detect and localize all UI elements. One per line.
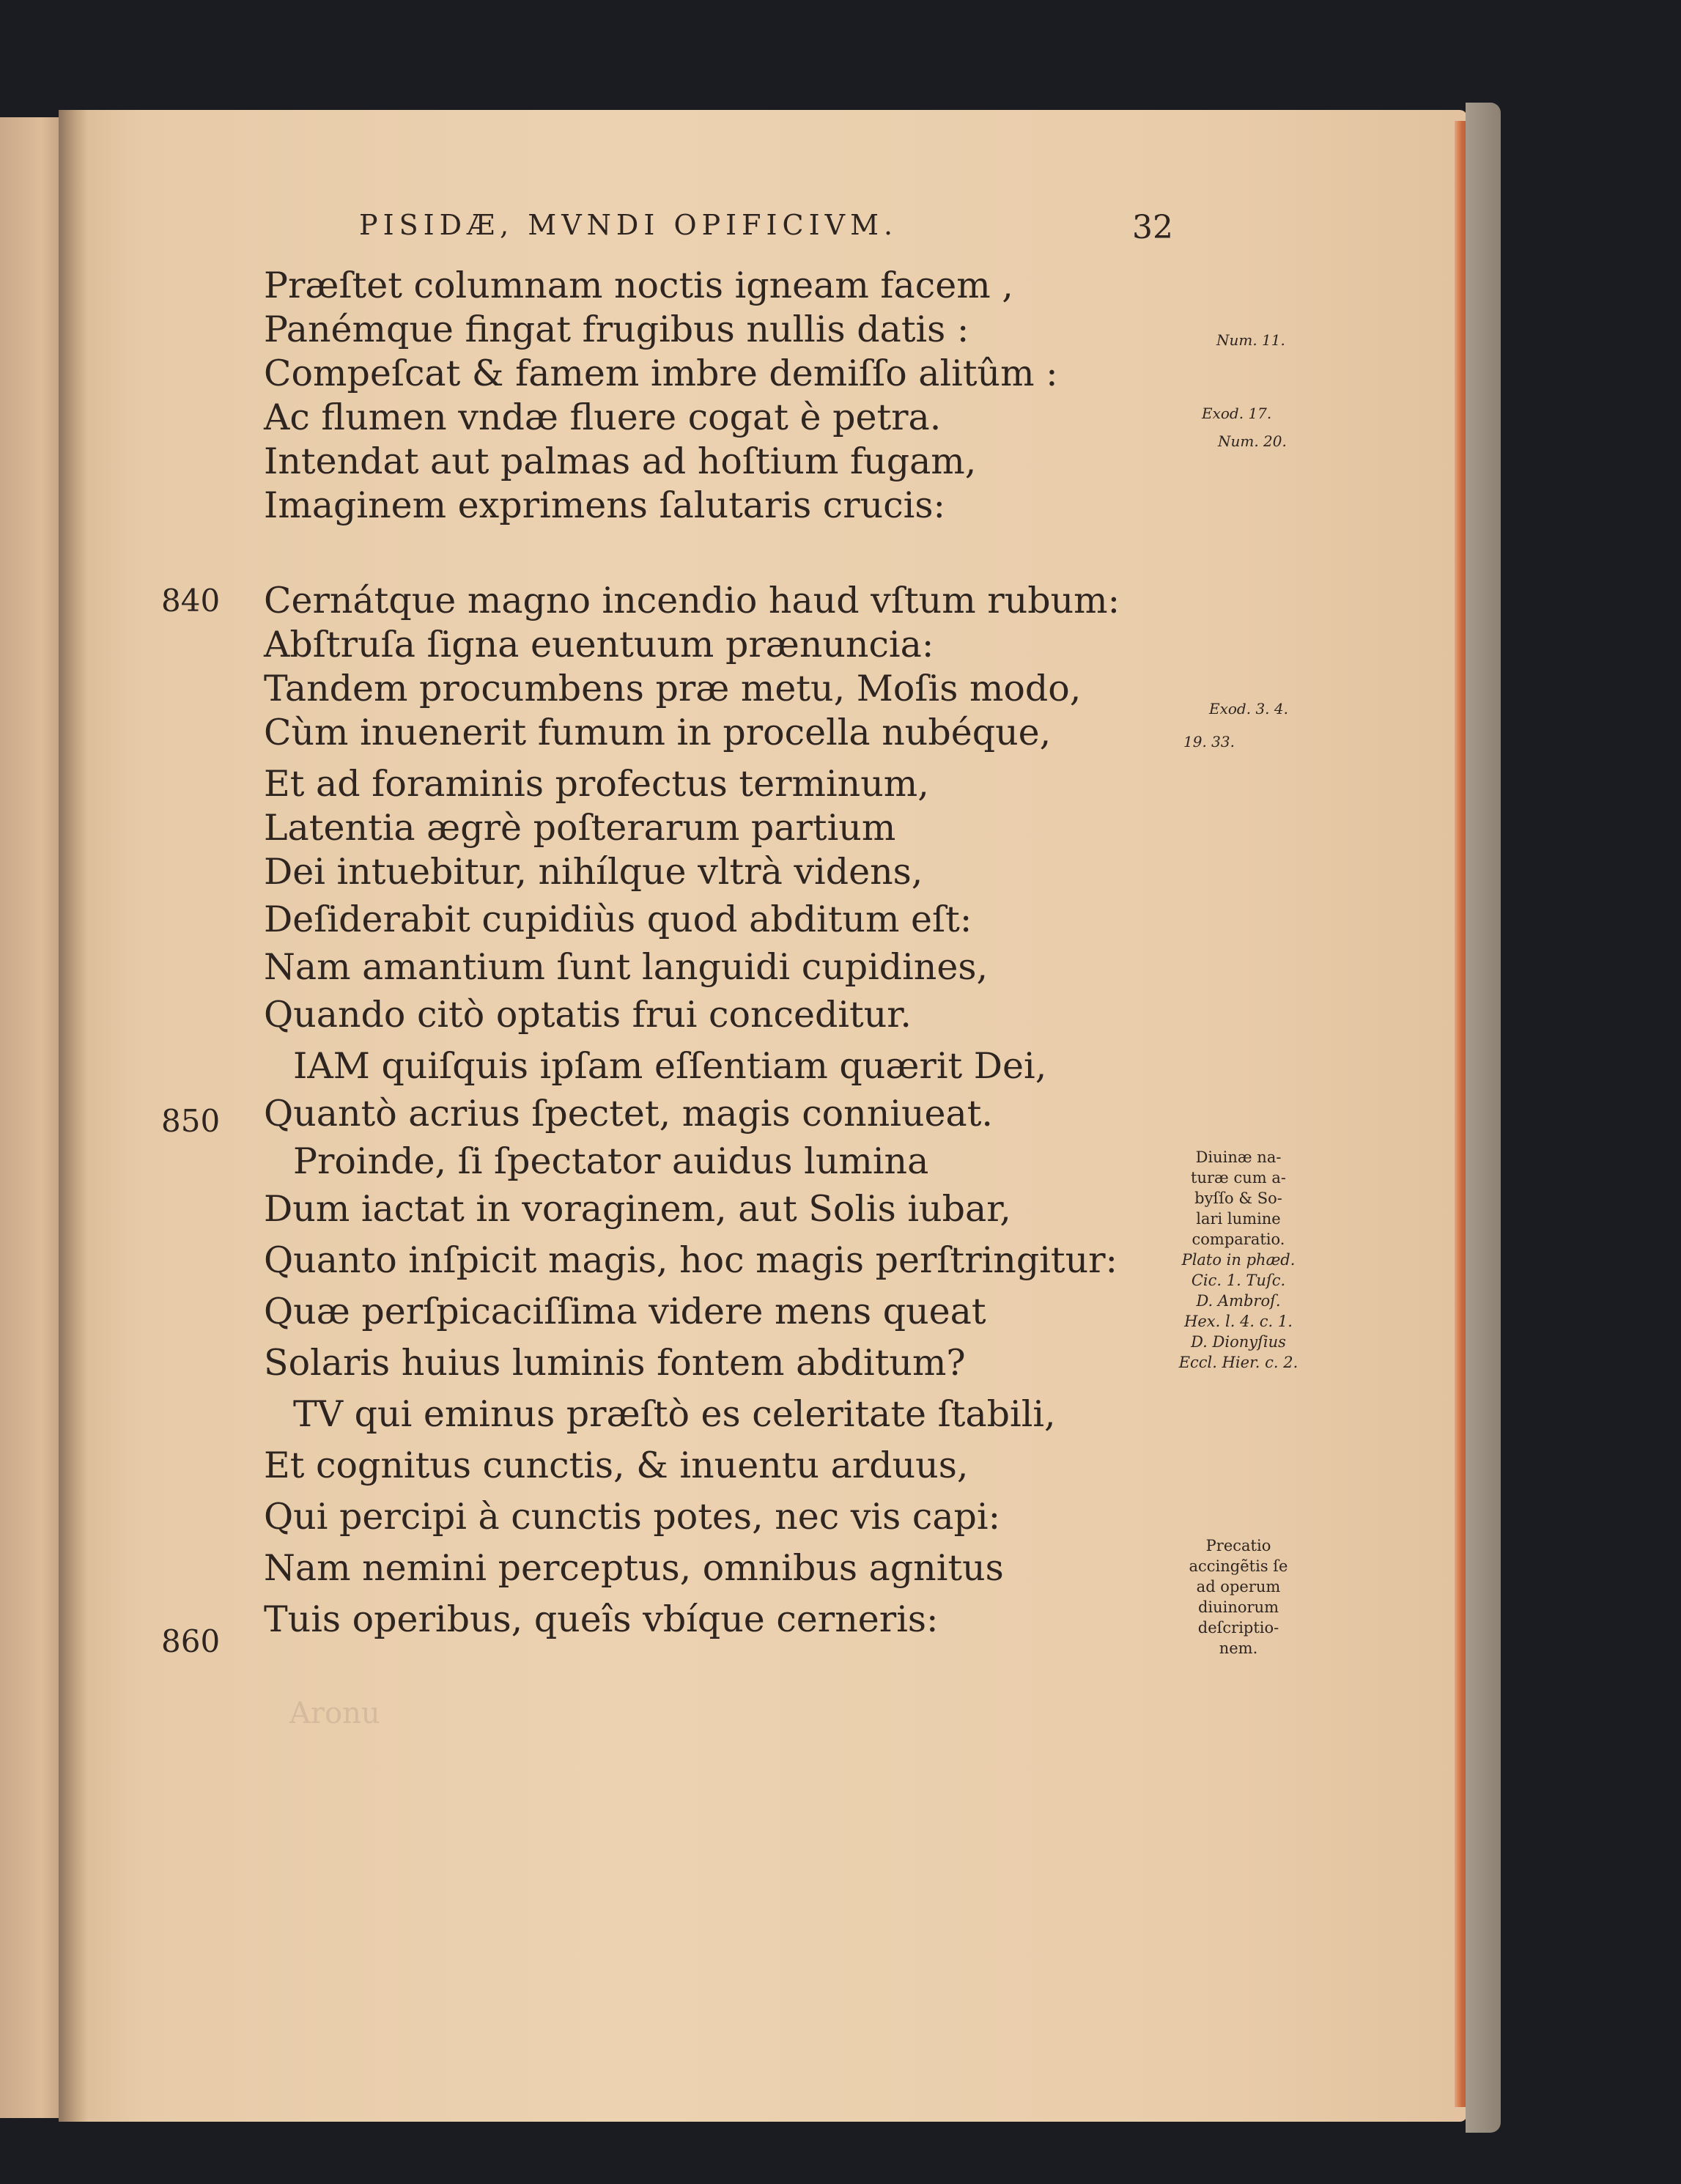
note-line: turæ cum a- xyxy=(1191,1169,1286,1187)
show-through-text: Aronu xyxy=(289,1697,380,1730)
verse-line: Imaginem exprimens ſalutaris crucis: xyxy=(264,484,945,526)
marginal-reference: Exod. 3. 4. xyxy=(1209,700,1288,717)
verse-line: Quæ perſpicaciſſima videre mens queat xyxy=(264,1291,986,1332)
note-line: Precatio xyxy=(1205,1537,1271,1554)
note-line: Plato in phæd. xyxy=(1181,1251,1296,1269)
note-line: Diuinæ na- xyxy=(1195,1148,1282,1166)
verse-line: Nam amantium ſunt languidi cupidines, xyxy=(264,946,989,988)
marginal-reference: Num. 20. xyxy=(1218,432,1287,450)
verse-line: Dum iactat in voraginem, aut Solis iubar, xyxy=(264,1188,1011,1230)
verse-line: Cùm inuenerit fumum in procella nubéque, xyxy=(264,712,1052,753)
verse-line: Tandem procumbens præ metu, Moſis modo, xyxy=(264,668,1082,709)
line-number: 850 xyxy=(161,1103,221,1139)
verse-line: Qui percipi à cunctis potes, nec vis capi: xyxy=(264,1496,1001,1538)
note-line: comparatio. xyxy=(1192,1231,1285,1248)
verse-line: Et cognitus cunctis, & inuentu arduus, xyxy=(264,1445,969,1486)
marginal-reference: Exod. 17. xyxy=(1202,405,1272,422)
note-line: nem. xyxy=(1219,1639,1258,1657)
verse-line: Quanto inſpicit magis, hoc magis perſtringitur: xyxy=(264,1239,1118,1281)
line-number: 860 xyxy=(161,1623,221,1659)
verse-line: Solaris huius luminis fontem abditum? xyxy=(264,1342,966,1384)
note-line: diuinorum xyxy=(1197,1598,1279,1616)
verse-line: Compeſcat & famem imbre demiſſo alitûm : xyxy=(264,353,1058,394)
gutter-shadow xyxy=(59,110,88,2122)
verse-line: IAM quiſquis ipſam eſſentiam quærit Dei, xyxy=(293,1045,1047,1087)
verse-line: Deſiderabit cupidiùs quod abditum eſt: xyxy=(264,899,972,940)
marginal-note-precatio xyxy=(1169,1535,1308,1659)
verse-line: Quando citò optatis frui conceditur. xyxy=(264,994,912,1036)
page-number: 32 xyxy=(1132,209,1173,246)
verse-line: TV qui eminus præſtò es celeritate ſtabili, xyxy=(293,1393,1056,1435)
marginal-reference: Num. 11. xyxy=(1216,331,1285,349)
note-line: Eccl. Hier. c. 2. xyxy=(1178,1354,1298,1371)
verse-line: Panémque fingat frugibus nullis datis : xyxy=(264,309,969,350)
verse-line: Ac flumen vndæ fluere cogat è petra. xyxy=(264,396,942,438)
note-line: ad operum xyxy=(1196,1578,1281,1595)
verse-line: Dei intuebitur, nihílque vltrà videns, xyxy=(264,851,923,893)
note-line: D. Dionyſius xyxy=(1191,1333,1286,1351)
note-line: Hex. l. 4. c. 1. xyxy=(1184,1313,1293,1330)
verse-line: Nam nemini perceptus, omnibus agnitus xyxy=(264,1547,1004,1589)
verse-line: Intendat aut palmas ad hoſtium fugam, xyxy=(264,440,977,482)
marginal-reference: 19. 33. xyxy=(1183,733,1235,750)
line-number: 840 xyxy=(161,583,221,619)
note-line: deſcriptio- xyxy=(1197,1619,1279,1637)
verse-line: Et ad foraminis profectus terminum, xyxy=(264,763,929,805)
verse-line: Cernátque magno incendio haud vſtum rubum: xyxy=(264,580,1120,621)
note-line: lari lumine xyxy=(1196,1210,1281,1228)
marginal-note-diuinae xyxy=(1169,1147,1308,1373)
book-cover-board xyxy=(1466,103,1501,2133)
verse-line: Tuis operibus, queîs vbíque cerneris: xyxy=(264,1598,939,1640)
note-line: byſſo & So- xyxy=(1194,1189,1282,1207)
note-line: accingẽtis ſe xyxy=(1189,1557,1288,1575)
note-line: D. Ambroſ. xyxy=(1196,1292,1281,1310)
verse-line: Præſtet columnam noctis igneam facem , xyxy=(264,265,1013,306)
note-line: Cic. 1. Tuſc. xyxy=(1191,1272,1286,1289)
verse-line: Proinde, ſi ſpectator auidus lumina xyxy=(293,1140,929,1182)
verse-line: Latentia ægrè poſterarum partium xyxy=(264,807,896,849)
verse-line: Quantò acrius ſpectet, magis conniueat. xyxy=(264,1093,993,1135)
verse-line: Abſtruſa ſigna euentuum prænuncia: xyxy=(264,624,934,665)
running-title: PISIDÆ, MVNDI OPIFICIVM. xyxy=(359,209,898,241)
